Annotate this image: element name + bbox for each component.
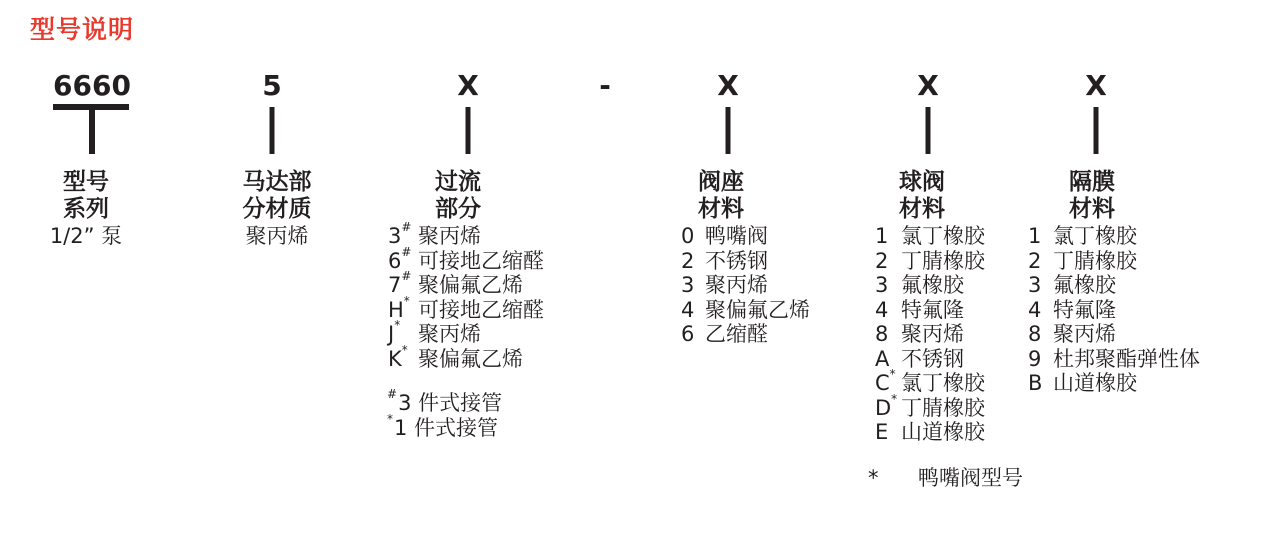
valve-seat-options (681, 224, 810, 347)
option-row (1028, 371, 1200, 396)
header-valve-seat (698, 169, 744, 223)
option-row (388, 220, 544, 249)
segment-code-ball-valve: X (917, 69, 939, 102)
ball-valve-options (875, 224, 985, 445)
option-code-marker: # (401, 244, 412, 259)
option-row (875, 249, 985, 274)
footnote-text: 3 件式接管 (398, 391, 503, 415)
option-label: 丁腈橡胶 (1053, 248, 1137, 273)
connector-line-motor (270, 107, 275, 154)
option-row (875, 224, 985, 249)
option-code: C* (875, 367, 896, 395)
option-row (1028, 298, 1200, 323)
diaphragm-options (1028, 224, 1200, 396)
option-label: 可接地乙缩醛 (418, 248, 544, 273)
option-code-marker: * (891, 391, 898, 406)
option-row (681, 298, 810, 323)
option-row (875, 420, 985, 445)
segment-code-wetted-parts: X (457, 69, 479, 102)
option-label: 聚丙烯 (1053, 322, 1116, 346)
option-label: 聚丙烯 (901, 322, 964, 346)
segment-code-series: 6660 (53, 69, 131, 102)
option-code: E (875, 420, 889, 444)
option-code: 2 (681, 248, 695, 273)
option-row (1028, 249, 1200, 274)
connector-line-ball-valve (926, 107, 931, 154)
option-label: 氯丁橡胶 (901, 224, 985, 248)
segment-separator-dash: - (599, 69, 611, 102)
header-series (50, 169, 122, 250)
wetted-parts-footnotes (387, 387, 503, 441)
option-code-marker: * (401, 342, 408, 357)
option-label: 聚丙烯 (418, 224, 481, 248)
option-row (1028, 273, 1200, 298)
option-code: K* (388, 342, 408, 371)
option-code: 8 (1028, 322, 1042, 346)
header-series-line2: 系列 (62, 196, 109, 222)
option-label: 山道橡胶 (1053, 371, 1137, 395)
connector-line-valve-seat (726, 107, 731, 154)
option-row (875, 298, 985, 323)
page-title: 型号说明 (30, 15, 135, 44)
option-code: 8 (875, 322, 889, 346)
footnote-marker: * (868, 466, 879, 490)
option-label: 特氟隆 (1053, 297, 1116, 322)
option-code: 1 (1028, 224, 1042, 248)
option-code: 7# (388, 269, 412, 297)
option-code: B (1028, 371, 1043, 395)
footnote-row (387, 387, 503, 416)
series-value: 1/2” 泵 (49, 224, 123, 248)
header-wetted-parts (435, 169, 481, 223)
option-label: 聚偏氟乙烯 (418, 346, 523, 371)
option-code-marker: # (401, 269, 412, 283)
option-label: 乙缩醛 (705, 322, 768, 346)
option-code-marker: * (889, 367, 896, 381)
option-row (681, 322, 810, 347)
footnote-text: 鸭嘴阀型号 (918, 466, 1023, 490)
footnote-marker: * (387, 412, 393, 426)
option-code: 0 (681, 224, 695, 248)
option-label: 聚丙烯 (705, 273, 768, 297)
segment-code-diaphragm: X (1085, 69, 1107, 102)
option-code: 3 (1028, 273, 1042, 297)
option-label: 可接地乙缩醛 (418, 297, 544, 322)
header-diaphragm-line1: 隔膜 (1069, 169, 1115, 195)
option-row (388, 244, 544, 274)
segment-code-valve-seat: X (717, 69, 739, 102)
header-wetted-line2: 部分 (435, 196, 481, 222)
option-row (388, 269, 544, 298)
option-code-marker: * (394, 318, 401, 332)
option-row (1028, 322, 1200, 347)
header-valve-seat-line2: 材料 (698, 196, 744, 222)
option-code: 3 (681, 273, 695, 297)
option-label: 特氟隆 (901, 297, 964, 322)
segment-code-motor-material: 5 (262, 69, 282, 102)
header-motor-line1: 马达部 (242, 169, 312, 195)
option-code: J* (388, 318, 401, 346)
option-code: 9 (1028, 346, 1042, 371)
option-label: 丁腈橡胶 (901, 395, 985, 420)
ball-valve-footnote (868, 466, 1023, 491)
footnote-row (387, 412, 502, 441)
option-row (1028, 347, 1200, 372)
header-motor-line2: 分材质 (242, 196, 312, 222)
option-label: 杜邦聚酯弹性体 (1053, 346, 1200, 371)
option-code: 2 (875, 248, 889, 273)
option-row (681, 224, 810, 249)
header-diaphragm-line2: 材料 (1069, 196, 1115, 222)
header-ball-valve (899, 169, 945, 223)
option-row (1028, 224, 1200, 249)
header-ball-valve-line1: 球阀 (899, 169, 945, 195)
connector-line-series (89, 104, 95, 154)
connector-line-wetted (466, 107, 471, 154)
motor-material-value: 聚丙烯 (245, 224, 309, 248)
option-row (875, 273, 985, 298)
option-row (681, 249, 810, 274)
option-label: 不锈钢 (705, 248, 768, 273)
option-row (681, 273, 810, 298)
option-code: D* (875, 391, 898, 420)
option-code: 4 (1028, 297, 1042, 322)
footnote-marker: # (387, 387, 398, 401)
option-label: 聚偏氟乙烯 (418, 273, 523, 297)
option-row (388, 293, 544, 323)
option-label: 鸭嘴阀 (705, 224, 768, 248)
option-code-marker: * (403, 293, 410, 308)
option-label: 氯丁橡胶 (1053, 224, 1137, 248)
footnote-text: 1 件式接管 (394, 416, 499, 440)
header-wetted-line1: 过流 (435, 169, 481, 195)
option-code: 4 (681, 297, 695, 322)
option-label: 聚丙烯 (418, 322, 481, 346)
header-ball-valve-line2: 材料 (899, 196, 945, 222)
option-label: 山道橡胶 (901, 420, 985, 444)
option-code-marker: # (401, 220, 412, 234)
option-row (388, 342, 544, 372)
option-row (388, 318, 544, 347)
option-label: 不锈钢 (901, 346, 964, 371)
option-label: 丁腈橡胶 (901, 248, 985, 273)
header-series-line1: 型号 (62, 169, 109, 195)
option-label: 氟橡胶 (901, 273, 964, 297)
connector-line-diaphragm (1094, 107, 1099, 154)
option-code: 2 (1028, 248, 1042, 273)
header-motor-material (243, 169, 312, 250)
wetted-parts-options (388, 220, 544, 371)
header-valve-seat-line1: 阀座 (698, 169, 744, 195)
header-diaphragm (1069, 169, 1115, 223)
option-label: 氯丁橡胶 (901, 371, 985, 395)
option-code: 6# (388, 244, 412, 273)
option-code: 4 (875, 297, 889, 322)
option-code: 3# (388, 220, 412, 248)
option-code: A (875, 346, 890, 371)
option-code: 6 (681, 322, 695, 346)
option-code: 3 (875, 273, 889, 297)
option-label: 聚偏氟乙烯 (705, 297, 810, 322)
option-label: 氟橡胶 (1053, 273, 1116, 297)
option-row (875, 322, 985, 347)
option-row (875, 391, 985, 421)
option-code: H* (388, 293, 410, 322)
option-code: 1 (875, 224, 889, 248)
